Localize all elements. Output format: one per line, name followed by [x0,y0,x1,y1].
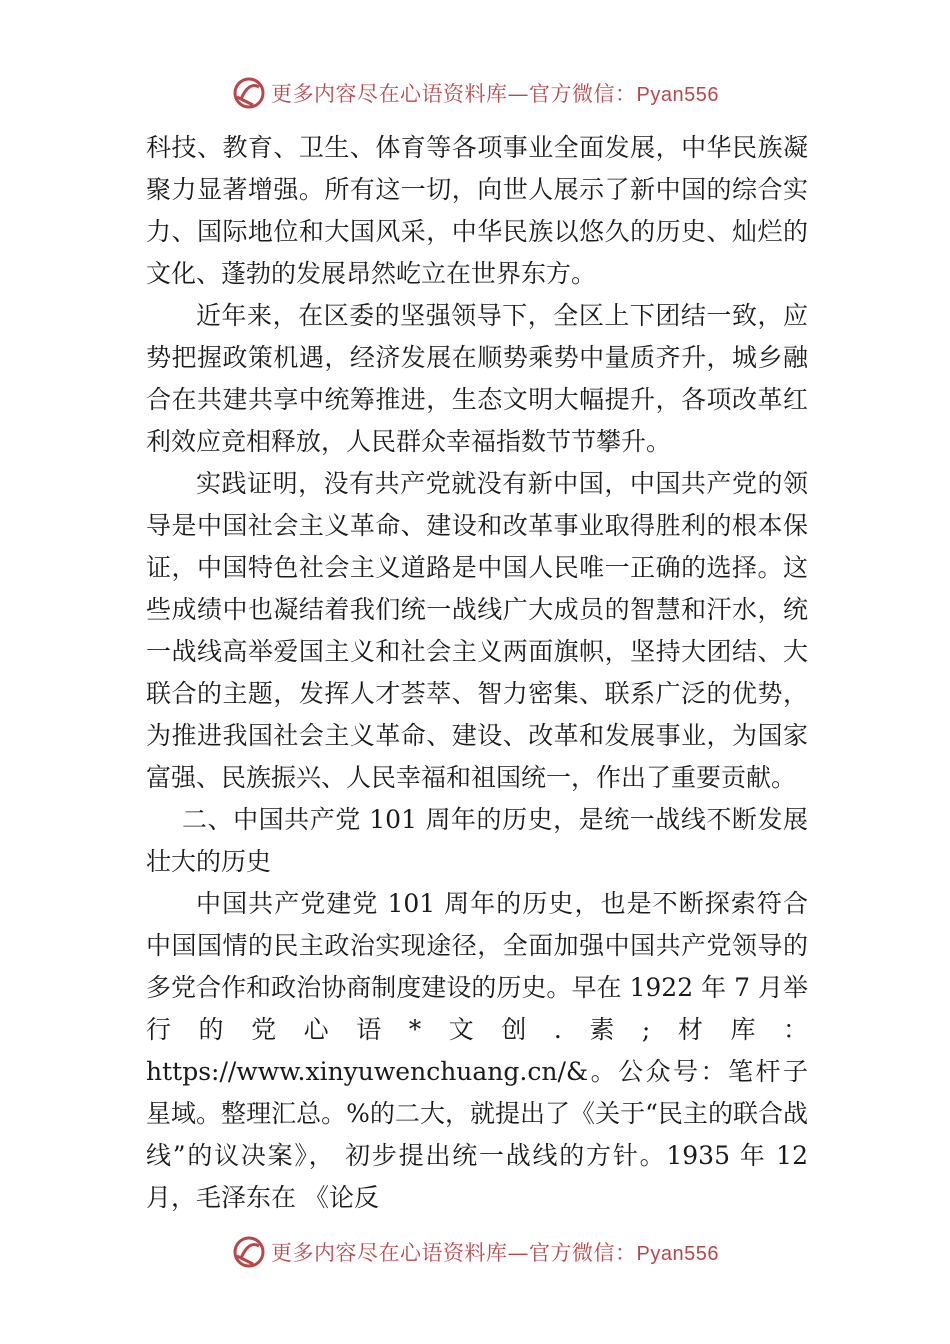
paragraph: 中国共产党建党 101 周年的历史，也是不断探索符合中国国情的民主政治实现途径，全面加强中国共产党领导的多党合作和政治协商制度建设的历史。早在 1922 年 7 月举行的党心语*文创.素;材库：https://www.xinyuwenchuang.cn/&。公众号：笔杆子星域。整理汇总。%的二大，就提出了《关于“民主的联合战线”的议决案》， 初步提出统一战线的方针。1935 年 12 月，毛泽东在 《论反 [146,889,808,1212]
footer-banner [0,1232,950,1272]
document-body [146,127,808,1219]
wechat-id: Pyan556 [636,84,719,106]
paragraph: 近年来，在区委的坚强领导下，全区上下团结一致，应势把握政策机遇，经济发展在顺势乘势中量质齐升，城乡融合在共建共享中统筹推进，生态文明大幅提升，各项改革红利效应竞相释放，人民群众幸福指数节节攀升。 [146,301,808,456]
logo-icon [231,75,267,111]
paragraph: 科技、教育、卫生、体育等各项事业全面发展，中华民族凝聚力显著增强。所有这一切，向世人展示了新中国的综合实力、国际地位和大国风采，中华民族以悠久的历史、灿烂的文化、蓬勃的发展昂然屹立在世界东方。 [146,133,808,288]
banner-text: 更多内容尽在心语资料库—官方微信： [271,82,637,106]
paragraph: 实践证明，没有共产党就没有新中国，中国共产党的领导是中国社会主义革命、建设和改革事业取得胜利的根本保证，中国特色社会主义道路是中国人民唯一正确的选择。这些成绩中也凝结着我们统一战线广大成员的智慧和汗水，统一战线高举爱国主义和社会主义两面旗帜，坚持大团结、大联合的主题，发挥人才荟萃、智力密集、联系广泛的优势，为推进我国社会主义革命、建设、改革和发展事业，为国家富强、民族振兴、人民幸福和祖国统一，作出了重要贡献。 [146,469,808,792]
banner-text: 更多内容尽在心语资料库—官方微信： [271,1241,637,1265]
section-heading: 二、中国共产党 101 周年的历史，是统一战线不断发展壮大的历史 [146,805,808,876]
logo-icon [231,1234,267,1270]
wechat-id: Pyan556 [636,1243,719,1265]
header-banner [0,73,950,113]
